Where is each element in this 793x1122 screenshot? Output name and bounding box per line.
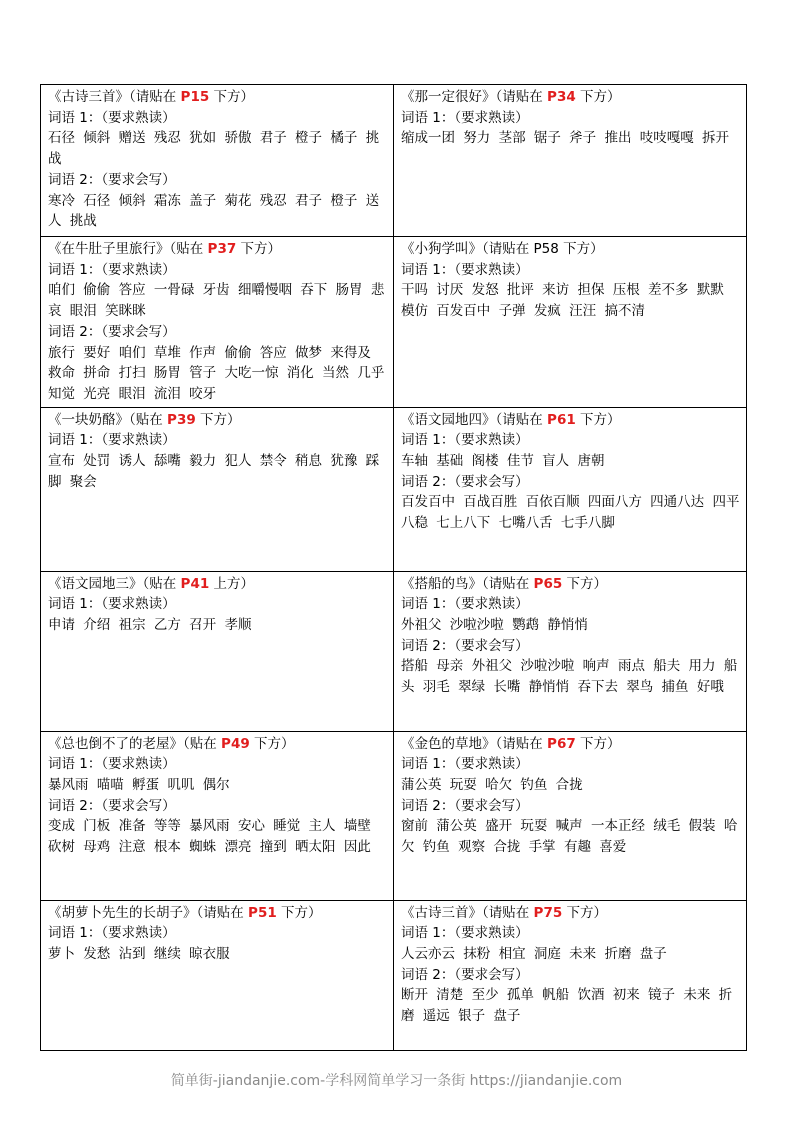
word-group-label: 词语 2：（要求会写） [48, 797, 176, 814]
lesson-title-text: 《搭船的鸟》（请贴在 [401, 575, 534, 592]
lesson-title [48, 410, 387, 431]
lesson-title-text: 《在牛肚子里旅行》（贴在 [48, 241, 208, 257]
page-reference: P37 [207, 241, 237, 257]
lesson-title [48, 734, 387, 755]
page-reference: P65 [533, 575, 563, 592]
lesson-title [401, 734, 740, 755]
page-reference: P51 [248, 904, 277, 921]
word-group-label: 词语 1：（要求熟读） [401, 925, 529, 942]
lesson-cell [41, 900, 394, 1050]
word-group-label: 词语 1：（要求熟读） [401, 261, 529, 278]
lesson-title-suffix: 下方） [249, 735, 295, 752]
lesson-cell [394, 237, 747, 408]
lesson-title-text: 《古诗三首》（请贴在 [401, 904, 534, 921]
word-list: 搭船 母亲 外祖父 沙啦沙啦 响声 雨点 船夫 用力 船头 羽毛 翠绿 长嘴 静悄悄 吞下去 翠鸟 捕鱼 好哦 [401, 658, 738, 696]
word-list: 车轴 基础 阁楼 佳节 盲人 唐朝 [401, 453, 605, 470]
word-list: 石径 倾斜 赠送 残忍 犹如 骄傲 君子 橙子 橘子 挑战 [48, 130, 380, 168]
lesson-title-suffix: 下方） [276, 904, 322, 921]
lesson-cell [41, 731, 394, 900]
page-reference: P41 [180, 575, 210, 592]
word-list: 缩成一团 努力 茎部 锯子 斧子 推出 吱吱嘎嘎 拆开 [401, 130, 730, 147]
word-group-label: 词语 1：（要求熟读） [401, 109, 529, 126]
word-list: 咱们 偷偷 答应 一骨碌 牙齿 细嚼慢咽 吞下 肠胃 悲哀 眼泪 笑眯眯 [48, 282, 385, 320]
lesson-title-text: 《小狗学叫》（请贴在 P58 下方） [401, 241, 604, 257]
word-group-label: 词语 2：（要求会写） [48, 323, 176, 340]
lesson-title-suffix: 下方） [575, 735, 621, 752]
lesson-cell [41, 85, 394, 237]
word-list: 萝卜 发愁 沾到 继续 晾衣服 [48, 946, 230, 963]
lesson-title-text: 《那一定很好》（请贴在 [401, 89, 548, 105]
lesson-cell [41, 237, 394, 408]
word-list: 旅行 要好 咱们 草堆 作声 偷偷 答应 做梦 来得及 救命 拼命 打扫 肠胃 管子 大吃一惊 消化 当然 几乎 知觉 光亮 眼泪 流泪 咬牙 [48, 344, 385, 402]
page-reference: P34 [547, 89, 576, 105]
word-group-label: 词语 1：（要求熟读） [48, 756, 176, 773]
lesson-title-text: 《一块奶酪》（贴在 [48, 411, 168, 428]
lesson-title-suffix: 下方） [209, 89, 255, 105]
lesson-title [48, 239, 387, 260]
word-group-label: 词语 1：（要求熟读） [401, 756, 529, 773]
word-group-label: 词语 1：（要求熟读） [48, 925, 176, 942]
lesson-title-suffix: 上方） [209, 575, 255, 592]
word-list: 窗前 蒲公英 盛开 玩耍 喊声 一本正经 绒毛 假装 哈欠 钓鱼 观察 合拢 手掌 有趣 喜爱 [401, 818, 738, 856]
lesson-title [401, 574, 740, 595]
word-list: 申请 介绍 祖宗 乙方 召开 孝顺 [48, 617, 252, 634]
word-list: 蒲公英 玩耍 哈欠 钓鱼 合拢 [401, 777, 583, 794]
lesson-title [401, 87, 740, 108]
lesson-title-suffix: 下方） [575, 89, 621, 105]
lesson-title [48, 903, 387, 924]
page-reference: P67 [547, 735, 576, 752]
lesson-cell [394, 407, 747, 571]
lesson-title-text: 《金色的草地》（请贴在 [401, 735, 548, 752]
page-reference: P61 [547, 411, 576, 428]
lesson-title-suffix: 下方） [575, 411, 621, 428]
word-list: 外祖父 沙啦沙啦 鹦鹉 静悄悄 [401, 617, 588, 634]
word-group-label: 词语 1：（要求熟读） [48, 109, 176, 126]
word-group-label: 词语 1：（要求熟读） [401, 432, 529, 449]
table-row [41, 85, 747, 237]
lesson-title-text: 《古诗三首》（请贴在 [48, 89, 181, 105]
vocabulary-table [40, 84, 747, 1051]
lesson-cell [41, 571, 394, 731]
word-list: 暴风雨 喵喵 孵蛋 叽叽 偶尔 [48, 777, 230, 794]
word-list: 寒冷 石径 倾斜 霜冻 盖子 菊花 残忍 君子 橙子 送人 挑战 [48, 192, 380, 230]
page-reference: P39 [167, 411, 196, 428]
word-group-label: 词语 1：（要求熟读） [48, 261, 176, 278]
lesson-title-suffix: 下方） [562, 904, 608, 921]
lesson-cell [394, 900, 747, 1050]
word-group-label: 词语 2：（要求会写） [401, 637, 529, 654]
lesson-title-suffix: 下方） [195, 411, 241, 428]
lesson-cell [394, 85, 747, 237]
table-row [41, 571, 747, 731]
word-group-label: 词语 2：（要求会写） [401, 797, 529, 814]
word-list: 百发百中 百战百胜 百依百顺 四面八方 四通八达 四平八稳 七上八下 七嘴八舌 七手八脚 [401, 494, 740, 532]
word-group-label: 词语 2：（要求会写） [48, 171, 176, 188]
word-list: 人云亦云 抹粉 相宜 洞庭 未来 折磨 盘子 [401, 946, 667, 963]
table-row [41, 731, 747, 900]
lesson-title [48, 574, 387, 595]
page-reference: P15 [180, 89, 210, 105]
word-list: 变成 门板 准备 等等 暴风雨 安心 睡觉 主人 墙壁 砍树 母鸡 注意 根本 蜘蛛 漂亮 撞到 晒太阳 因此 [48, 818, 371, 856]
lesson-title [401, 239, 740, 260]
word-group-label: 词语 1：（要求熟读） [48, 596, 176, 613]
lesson-title [401, 903, 740, 924]
word-group-label: 词语 2：（要求会写） [401, 473, 529, 490]
lesson-title-text: 《胡萝卜先生的长胡子》（请贴在 [48, 904, 249, 921]
page-reference: P75 [533, 904, 563, 921]
lesson-cell [41, 407, 394, 571]
word-group-label: 词语 1：（要求熟读） [48, 432, 176, 449]
page-reference: P49 [221, 735, 250, 752]
table-row [41, 407, 747, 571]
lesson-cell [394, 731, 747, 900]
word-group-label: 词语 2：（要求会写） [401, 966, 529, 983]
word-list: 宣布 处罚 诱人 舔嘴 毅力 犯人 禁令 稍息 犹豫 踩脚 聚会 [48, 453, 380, 490]
lesson-title-text: 《总也倒不了的老屋》（贴在 [48, 735, 222, 752]
lesson-title [401, 410, 740, 431]
lesson-title-text: 《语文园地四》（请贴在 [401, 411, 548, 428]
lesson-cell [394, 571, 747, 731]
lesson-title [48, 87, 387, 108]
table-row [41, 900, 747, 1050]
table-row [41, 237, 747, 408]
lesson-title-suffix: 下方） [236, 241, 282, 257]
lesson-title-suffix: 下方） [562, 575, 608, 592]
page-footer: 简单街-jiandanjie.com-学科网简单学习一条街 https://jiandanjie.com [170, 1073, 623, 1089]
lesson-title-text: 《语文园地三》（贴在 [48, 575, 181, 592]
word-list: 干吗 讨厌 发怒 批评 来访 担保 压根 差不多 默默 模仿 百发百中 子弹 发疯 汪汪 搞不清 [401, 282, 724, 320]
word-list: 断开 清楚 至少 孤单 帆船 饮酒 初来 镜子 未来 折磨 遥远 银子 盘子 [401, 987, 733, 1025]
word-group-label: 词语 1：（要求熟读） [401, 596, 529, 613]
